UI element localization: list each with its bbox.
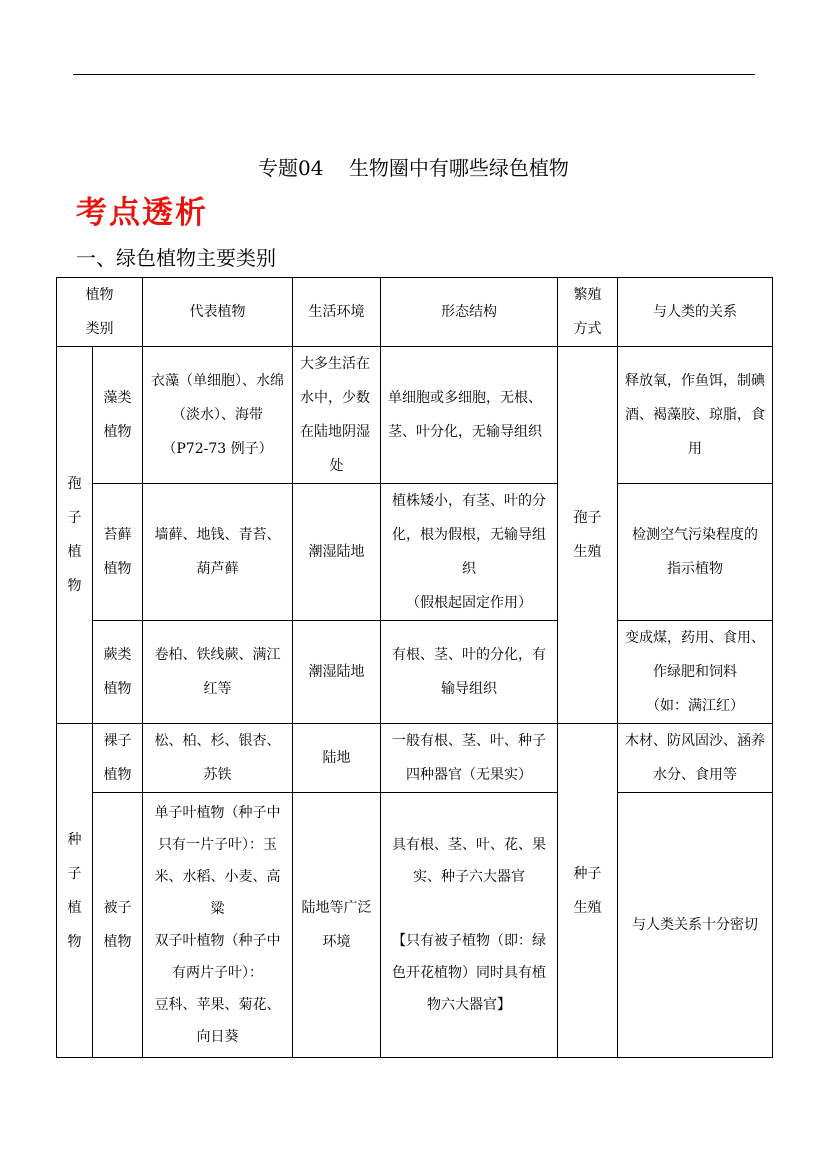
representative-cell: 单子叶植物（种子中 只有一片子叶）：玉 米、水稻、小麦、高 粱 双子叶植物（种子中 有两片子叶）： 豆科、苹果、菊花、 向日葵 xyxy=(143,793,293,1058)
environment-cell: 陆地 xyxy=(293,724,381,793)
table-row xyxy=(57,621,773,724)
plant-type: 苔藓 植物 xyxy=(93,484,143,621)
table-row xyxy=(57,484,773,621)
representative-cell: 松、柏、杉、银杏、 苏铁 xyxy=(143,724,293,793)
header-category: 植物 类别 xyxy=(57,278,143,347)
representative-cell: 墙藓、地钱、青苔、 葫芦藓 xyxy=(143,484,293,621)
relation-cell: 与人类关系十分密切 xyxy=(618,793,773,1058)
relation-cell: 变成煤，药用、食用、 作绿肥和饲料 （如：满江红） xyxy=(618,621,773,724)
group-label-seed: 种 子 植 物 xyxy=(57,724,93,1058)
plant-type: 裸子 植物 xyxy=(93,724,143,793)
plant-category-table xyxy=(56,277,773,1058)
plant-type: 藻类 植物 xyxy=(93,347,143,484)
header-reproduction: 繁殖 方式 xyxy=(558,278,618,347)
relation-cell: 释放氧，作鱼饵，制碘 酒、褐藻胶、琼脂，食 用 xyxy=(618,347,773,484)
structure-cell: 一般有根、茎、叶、种子 四种器官（无果实） xyxy=(381,724,558,793)
environment-cell: 潮湿陆地 xyxy=(293,621,381,724)
table-row xyxy=(57,724,773,793)
environment-cell: 潮湿陆地 xyxy=(293,484,381,621)
representative-cell: 卷柏、铁线蕨、满江 红等 xyxy=(143,621,293,724)
header-representative: 代表植物 xyxy=(143,278,293,347)
group-label-spore: 孢 子 植 物 xyxy=(57,347,93,724)
header-structure: 形态结构 xyxy=(381,278,558,347)
header-environment: 生活环境 xyxy=(293,278,381,347)
section-heading: 考点透析 xyxy=(76,195,208,231)
plant-type: 蕨类 植物 xyxy=(93,621,143,724)
structure-cell: 植株矮小，有茎、叶的分 化，根为假根，无输导组 织 （假根起固定作用） xyxy=(381,484,558,621)
structure-cell: 具有根、茎、叶、花、果 实、种子六大器官 【只有被子植物（即：绿 色开花植物）同时具有植 物六大器官】 xyxy=(381,793,558,1058)
reproduction-spore: 孢子 生殖 xyxy=(558,347,618,724)
structure-cell: 单细胞或多细胞，无根、 茎、叶分化，无输导组织 xyxy=(381,347,558,484)
environment-cell: 大多生活在 水中，少数 在陆地阴湿 处 xyxy=(293,347,381,484)
table-row xyxy=(57,793,773,1058)
relation-cell: 检测空气污染程度的 指示植物 xyxy=(618,484,773,621)
representative-cell: 衣藻（单细胞）、水绵 （淡水）、海带 （P72-73 例子） xyxy=(143,347,293,484)
page-title: 专题04 生物圈中有哪些绿色植物 xyxy=(258,156,569,180)
header-relation: 与人类的关系 xyxy=(618,278,773,347)
table-row xyxy=(57,347,773,484)
header-rule xyxy=(73,74,755,75)
subheading: 一、绿色植物主要类别 xyxy=(76,246,276,270)
relation-cell: 木材、防风固沙、涵养 水分、食用等 xyxy=(618,724,773,793)
table-header-row xyxy=(57,278,773,347)
reproduction-seed: 种子 生殖 xyxy=(558,724,618,1058)
plant-type: 被子 植物 xyxy=(93,793,143,1058)
structure-cell: 有根、茎、叶的分化，有 输导组织 xyxy=(381,621,558,724)
environment-cell: 陆地等广泛 环境 xyxy=(293,793,381,1058)
